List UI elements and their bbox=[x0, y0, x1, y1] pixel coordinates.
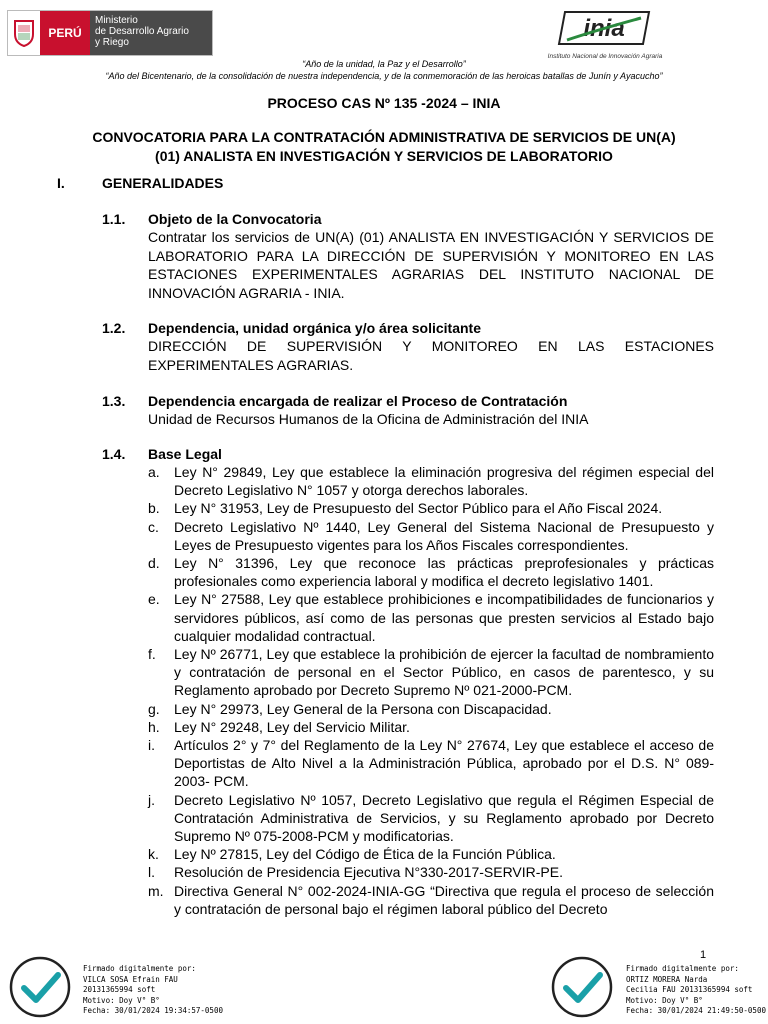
inia-logo-mark-icon bbox=[557, 10, 653, 46]
list-item: d. Ley N° 31396, Ley que reconoce las prácticas preprofesionales y prácticas profesionales como experiencia laboral y modifica el decreto legislativo 1401. bbox=[148, 555, 714, 590]
peru-label: PERÚ bbox=[40, 11, 90, 55]
inia-logo bbox=[530, 10, 680, 60]
section-title: GENERALIDADES bbox=[102, 175, 224, 191]
minagri-logo bbox=[7, 10, 213, 56]
signature-check-icon bbox=[550, 955, 614, 1019]
list-item: b. Ley N° 31953, Ley de Presupuesto del Sector Público para el Año Fiscal 2024. bbox=[148, 500, 663, 517]
signature-check-icon bbox=[8, 955, 72, 1019]
subsection-number: 1.4. bbox=[102, 446, 126, 462]
list-item: a. Ley N° 29849, Ley que establece la eliminación progresiva del régimen especial del Decreto Legislativo N° 1057 y otorga derechos laborales. bbox=[148, 464, 714, 499]
list-item: l. Resolución de Presidencia Ejecutiva N°330-2017-SERVIR-PE. bbox=[148, 864, 563, 881]
list-item: i. Artículos 2° y 7° del Reglamento de la Ley N° 27674, Ley que establece el acceso de Deportistas de Alto Nivel a la Administración Pública, aprobado por el D.S. N° 089-2003- PCM. bbox=[148, 737, 714, 790]
digital-signature-2: Firmado digitalmente por: ORTIZ MORERA Narda Cecilia FAU 20131365994 soft Motivo: Doy V° B° Fecha: 30/01/2024 21:49:50-0500 bbox=[626, 964, 766, 1015]
list-item: k. Ley Nº 27815, Ley del Código de Ética de la Función Pública. bbox=[148, 846, 556, 863]
list-item: j. Decreto Legislativo Nº 1057, Decreto Legislativo que regula el Régimen Especial de Contratación Administrativa de Servicios, y su Reglamento aprobado por Decreto Supremo Nº 075-2008-PCM y modificatorias. bbox=[148, 791, 714, 845]
page-number: 1 bbox=[700, 949, 707, 961]
section-number: I. bbox=[57, 175, 65, 191]
motto-line-1: “Año de la unidad, la Paz y el Desarrollo” bbox=[302, 59, 466, 69]
main-title-line-1: CONVOCATORIA PARA LA CONTRATACIÓN ADMINISTRATIVA DE SERVICIOS DE UN(A) bbox=[92, 129, 676, 145]
subsection-text: Contratar los servicios de UN(A) (01) ANALISTA EN INVESTIGACIÓN Y SERVICIOS DE LABORATORIO PARA LA DIRECCIÓN DE SUPERVISIÓN Y MONITOREO EN LAS ESTACIONES EXPERIMENTALES AGRARIAS DEL INSTITUTO NACIONAL DE INNOVACIÓN AGRARIA - INIA. bbox=[148, 229, 714, 301]
peru-shield-icon bbox=[8, 11, 40, 55]
subsection-title: Dependencia encargada de realizar el Proceso de Contratación bbox=[148, 393, 568, 409]
subsection-number: 1.2. bbox=[102, 320, 126, 336]
subsection-text: Unidad de Recursos Humanos de la Oficina de Administración del INIA bbox=[148, 411, 589, 427]
digital-signature-1: Firmado digitalmente por: VILCA SOSA Efrain FAU 20131365994 soft Motivo: Doy V° B° Fecha: 30/01/2024 19:34:57-0500 bbox=[83, 964, 223, 1015]
subsection-number: 1.3. bbox=[102, 393, 126, 409]
inia-subtitle: Instituto Nacional de Innovación Agraria bbox=[547, 53, 663, 60]
list-item: c. Decreto Legislativo Nº 1440, Ley General del Sistema Nacional de Presupuesto y Leyes de Presupuesto vigentes para los Años Fiscales correspondientes. bbox=[148, 518, 714, 553]
process-title: PROCESO CAS Nº 135 -2024 – INIA bbox=[267, 95, 501, 111]
list-item: e. Ley N° 27588, Ley que establece prohibiciones e incompatibilidades de funcionarios y servidores públicos, así como de las personas que presten servicios al Estado bajo cualquier modalidad contractual. bbox=[148, 591, 714, 644]
svg-text:inia: inia bbox=[583, 15, 625, 42]
ministry-name: Ministerio de Desarrollo Agrario y Riego bbox=[90, 11, 212, 55]
list-item: f. Ley Nº 26771, Ley que establece la prohibición de ejercer la facultad de nombramiento y contratación de personal en el Sector Público, en casos de parentesco, y su Reglamento aprobado por Decreto Supremo Nº 021-2000-PCM. bbox=[148, 646, 714, 699]
legal-list bbox=[148, 463, 714, 918]
subsection-title: Objeto de la Convocatoria bbox=[148, 211, 322, 227]
subsection-number: 1.1. bbox=[102, 211, 126, 227]
subsection-text: DIRECCIÓN DE SUPERVISIÓN Y MONITOREO EN LAS ESTACIONES EXPERIMENTALES AGRARIAS. bbox=[148, 338, 714, 373]
list-item: g. Ley N° 29973, Ley General de la Persona con Discapacidad. bbox=[148, 700, 552, 717]
subsection-title: Dependencia, unidad orgánica y/o área solicitante bbox=[148, 320, 481, 336]
subsection-title: Base Legal bbox=[148, 446, 222, 462]
motto-line-2: “Año del Bicentenario, de la consolidación de nuestra independencia, y de la conmemoración de las heroicas batallas de Junín y Ayacucho” bbox=[105, 71, 663, 81]
main-title-line-2: (01) ANALISTA EN INVESTIGACIÓN Y SERVICIOS DE LABORATORIO bbox=[155, 148, 613, 164]
list-item: m. Directiva General N° 002-2024-INIA-GG “Directiva que regula el proceso de selección y contratación de personal bajo el régimen laboral público del Decreto bbox=[148, 882, 714, 917]
list-item: h. Ley N° 29248, Ley del Servicio Militar. bbox=[148, 718, 410, 735]
